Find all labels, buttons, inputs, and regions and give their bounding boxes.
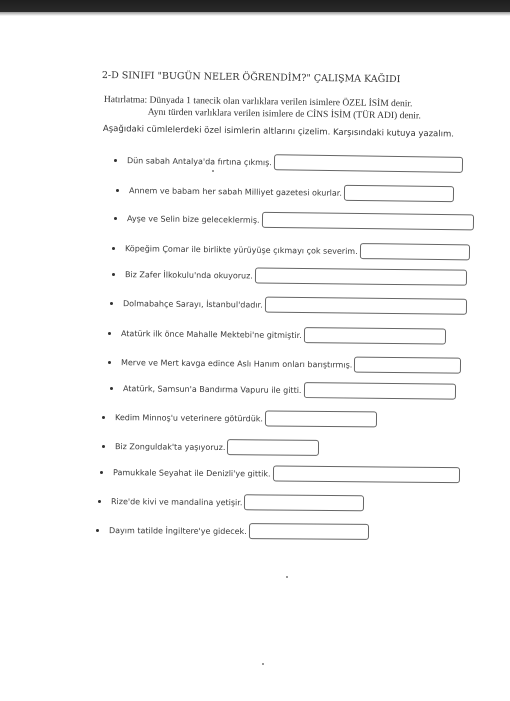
scan-speck bbox=[262, 663, 264, 665]
sentence-text: Rize'de kivi ve mandalina yetişir. bbox=[110, 496, 243, 507]
bullet-icon bbox=[110, 387, 113, 390]
sentence-row-9 bbox=[110, 380, 456, 400]
sentence-text: Kedim Minnoş'u veterinere götürdük. bbox=[114, 412, 264, 423]
sentence-text: Atatürk, Samsun'a Bandırma Vapuru ile gitti. bbox=[122, 383, 302, 395]
answer-box[interactable] bbox=[303, 382, 455, 400]
scan-top-edge bbox=[0, 0, 510, 12]
answer-box[interactable] bbox=[344, 185, 454, 202]
sentence-row-14 bbox=[96, 522, 369, 540]
answer-box[interactable] bbox=[272, 466, 459, 484]
bullet-icon bbox=[114, 159, 117, 162]
bullet-icon bbox=[116, 189, 119, 192]
bullet-icon bbox=[110, 302, 113, 305]
bullet-icon bbox=[96, 529, 99, 532]
answer-box[interactable] bbox=[265, 410, 377, 427]
sentence-text: Dün sabah Antalya'da fırtına çıkmış. bbox=[126, 155, 272, 167]
answer-box[interactable] bbox=[274, 154, 463, 173]
reminder-line-common-noun: Aynı türden varlıklara verilen isimlere de CİNS İSİM (TÜR ADI) denir. bbox=[147, 107, 422, 122]
scan-speck bbox=[286, 576, 288, 578]
bullet-icon bbox=[102, 445, 105, 448]
sentence-text: Atatürk ilk önce Mahalle Mektebi'ne gitmiştir. bbox=[120, 328, 302, 340]
sentence-text: Biz Zonguldak'ta yaşıyoruz. bbox=[114, 441, 226, 452]
sentence-text: Merve ve Mert kavga edince Aslı Hanım onları barıştırmış. bbox=[120, 357, 353, 370]
bullet-icon bbox=[108, 332, 111, 335]
bullet-icon bbox=[112, 247, 115, 250]
sentence-text: Biz Zafer İlkokulu'nda okuyoruz. bbox=[124, 269, 253, 280]
sentence-text: Pamukkale Seyahat ile Denizli'ye gittik. bbox=[112, 467, 271, 478]
bullet-icon bbox=[108, 361, 111, 364]
answer-box[interactable] bbox=[354, 357, 461, 374]
answer-box[interactable] bbox=[265, 297, 467, 315]
sentence-row-1 bbox=[114, 152, 463, 173]
scan-speck bbox=[212, 170, 214, 172]
sentence-row-12 bbox=[100, 464, 460, 483]
sentence-row-11 bbox=[102, 438, 320, 456]
bullet-icon bbox=[114, 217, 117, 220]
sentence-text: Dolmabahçe Sarayı, İstanbul'dadır. bbox=[122, 298, 263, 310]
answer-box[interactable] bbox=[255, 267, 467, 285]
worksheet-title: 2-D SINIFI "BUGÜN NELER ÖĞRENDİM?" ÇALIŞMA KAĞIDI bbox=[101, 70, 401, 86]
scan-top-shadow bbox=[0, 12, 510, 16]
bullet-icon bbox=[102, 416, 105, 419]
answer-box[interactable] bbox=[249, 523, 369, 540]
sentence-text: Köpeğim Çomar ile birlikte yürüyüşe çıkmayı çok severim. bbox=[124, 243, 358, 256]
instruction-text: Aşağıdaki cümlelerdeki özel isimlerin altlarını çizelim. Karşısındaki kutuya yazalım. bbox=[102, 124, 455, 140]
answer-box[interactable] bbox=[304, 327, 446, 344]
bullet-icon bbox=[100, 471, 103, 474]
sentence-row-10 bbox=[102, 409, 377, 427]
reminder-note bbox=[104, 94, 422, 122]
reminder-line-proper-noun: Hatırlatma: Dünyada 1 tanecik olan varlıklara verilen isimlere ÖZEL İSİM denir. bbox=[103, 94, 413, 110]
sentence-row-7 bbox=[108, 325, 446, 345]
bullet-icon bbox=[98, 500, 101, 503]
sentence-row-3 bbox=[114, 210, 474, 230]
answer-box[interactable] bbox=[227, 439, 319, 456]
answer-box[interactable] bbox=[244, 494, 364, 511]
sentence-row-13 bbox=[98, 493, 365, 511]
sentence-row-2 bbox=[116, 182, 454, 202]
bullet-icon bbox=[112, 273, 115, 276]
answer-box[interactable] bbox=[262, 212, 474, 231]
sentence-row-5 bbox=[112, 266, 467, 286]
answer-box[interactable] bbox=[360, 243, 470, 260]
sentence-row-8 bbox=[108, 354, 461, 374]
sentence-row-6 bbox=[110, 295, 467, 315]
sentence-text: Dayım tatilde İngiltere'ye gidecek. bbox=[108, 525, 247, 536]
sentence-row-4 bbox=[112, 240, 470, 260]
sentence-text: Annem ve babam her sabah Milliyet gazetesi okurlar. bbox=[128, 185, 342, 198]
sentence-text: Ayşe ve Selin bize geleceklermiş. bbox=[126, 213, 260, 225]
